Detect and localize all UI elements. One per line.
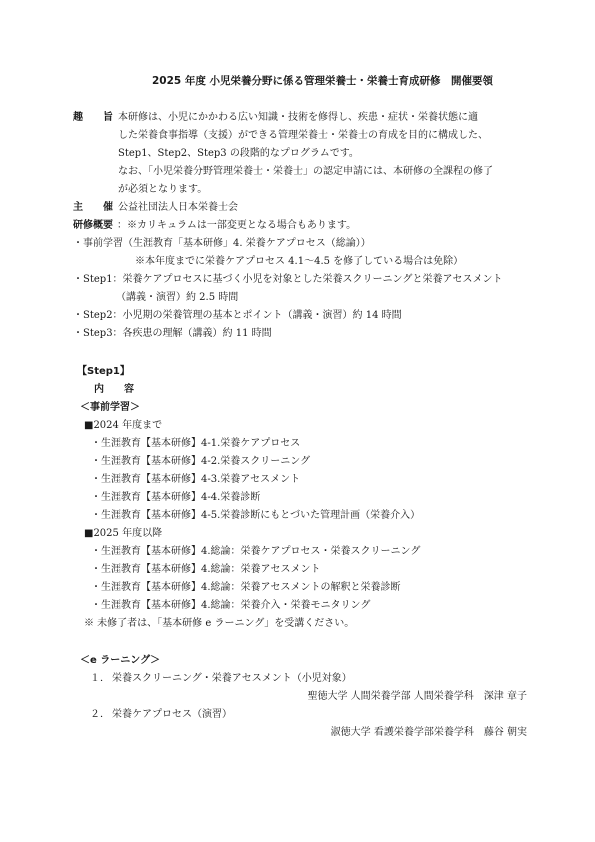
group-2024-label: ■2024 年度まで [84,420,163,431]
list-item: ・生涯教育【基本研修】4.総論：栄養介入・栄養モニタリング [91,600,371,611]
list-item: ・生涯教育【基本研修】4.総論：栄養アセスメント [91,564,321,575]
overview-note: ：※カリキュラムは一部変更となる場合もあります。 [117,220,357,231]
purpose-line: 本研修は、小児にかかわる広い知識・技術を修得し、疾患・症状・栄養状態に適 [118,112,478,123]
elearning-lecturer: 聖徳大学 人間栄養学部 人間栄養学科 深津 章子 [307,691,527,702]
elearning-lecturer: 淑徳大学 看護栄養学部栄養学科 藤谷 朝実 [330,727,527,738]
list-item: ・生涯教育【基本研修】4-1.栄養ケアプロセス [91,438,301,449]
overview-line: ・Step2：小児期の栄養管理の基本とポイント（講義・演習）約 14 時間 [73,310,402,321]
elearning-title: 栄養スクリーニング・栄養アセスメント（小児対象） [112,673,352,684]
document-title: 2025 年度 小児栄養分野に係る管理栄養士・栄養士育成研修 開催要領 [152,75,494,87]
list-item: ・生涯教育【基本研修】4-2.栄養スクリーニング [91,456,311,467]
purpose-line: なお、「小児栄養分野管理栄養士・栄養士」の認定申請には、本研修の全課程の修了 [118,166,493,177]
elearning-number: １． [90,673,110,684]
overview-line: （講義・演習）約 2.5 時間 [116,292,239,303]
overview-line: ・事前学習（生涯教育「基本研修」4. 栄養ケアプロセス（総論）） [73,238,371,249]
list-item: ・生涯教育【基本研修】4-3.栄養アセスメント [91,474,301,485]
list-item: ・生涯教育【基本研修】4.総論：栄養アセスメントの解釈と栄養診断 [91,582,401,593]
purpose-line: した栄養食事指導（支援）ができる管理栄養士・栄養士の育成を目的に構成した、 [118,130,488,141]
purpose-line: Step1、Step2、Step3 の段階的なプログラムです。 [118,148,359,159]
list-item: ・生涯教育【基本研修】4.総論：栄養ケアプロセス・栄養スクリーニング [91,546,421,557]
step1-heading: 【Step1】 [77,366,130,377]
overview-line: ※本年度までに栄養ケアプロセス 4.1～4.5 を修了している場合は免除） [135,256,464,267]
overview-line: ・Step3：各疾患の理解（講義）約 11 時間 [73,328,272,339]
overview-line: ・Step1：栄養ケアプロセスに基づく小児を対象とした栄養スクリーニングと栄養アセスメント [73,274,503,285]
elearning-number: ２． [90,709,110,720]
elearning-title: 栄養ケアプロセス（演習） [112,709,232,720]
purpose-label: 趣 旨 [73,112,113,123]
organizer-label: 主 催 [73,202,113,213]
prelearning-heading: ＜事前学習＞ [80,402,140,413]
content-label: 内 容 [94,384,134,395]
elearning-heading: ＜e ラーニング＞ [80,655,161,666]
list-item: ・生涯教育【基本研修】4-4.栄養診断 [91,492,261,503]
list-item: ・生涯教育【基本研修】4-5.栄養診断にもとづいた管理計画（栄養介入） [91,510,421,521]
purpose-line: が必須となります。 [118,184,208,195]
overview-label: 研修概要 [73,220,113,231]
unfinished-note: ※ 未修了者は、「基本研修 e ラーニング」を受講ください。 [84,618,355,629]
group-2025-label: ■2025 年度以降 [84,528,163,539]
organizer-value: 公益社団法人日本栄養士会 [118,202,238,213]
